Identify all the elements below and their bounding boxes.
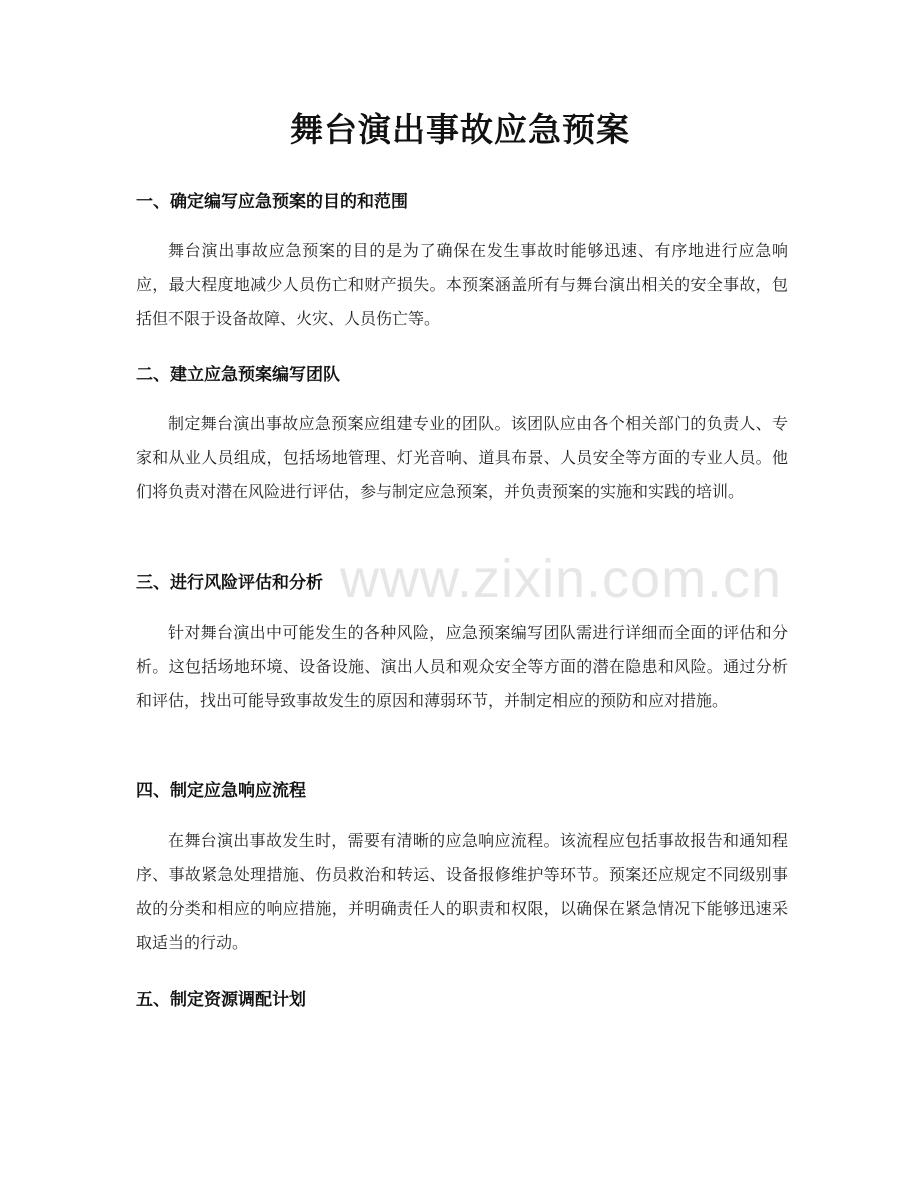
section-heading-3: 三、进行风险评估和分析 — [136, 573, 323, 593]
section-heading-4: 四、制定应急响应流程 — [136, 781, 306, 801]
section-heading-2: 二、建立应急预案编写团队 — [136, 365, 340, 385]
section-body-2: 制定舞台演出事故应急预案应组建专业的团队。该团队应由各个相关部门的负责人、专家和从业人员组成，包括场地管理、灯光音响、道具布景、人员安全等方面的专业人员。他们将负责对潜在风险进行评估，参与制定应急预案，并负责预案的实施和实践的培训。 — [136, 414, 788, 501]
section-body-4: 在舞台演出事故发生时，需要有清晰的应急响应流程。该流程应包括事故报告和通知程序、事故紧急处理措施、伤员救治和转运、设备报修维护等环节。预案还应规定不同级别事故的分类和相应的响应措施，并明确责任人的职责和权限，以确保在紧急情况下能够迅速采取适当的行动。 — [136, 831, 788, 952]
section-body-3: 针对舞台演出中可能发生的各种风险，应急预案编写团队需进行详细而全面的评估和分析。这包括场地环境、设备设施、演出人员和观众安全等方面的潜在隐患和风险。通过分析和评估，找出可能导致事故发生的原因和薄弱环节，并制定相应的预防和应对措施。 — [136, 623, 788, 710]
section-heading-5: 五、制定资源调配计划 — [136, 990, 306, 1010]
section-heading-1: 一、确定编写应急预案的目的和范围 — [136, 192, 408, 212]
watermark: www.zixin.com.cn — [340, 549, 783, 609]
section-body-1: 舞台演出事故应急预案的目的是为了确保在发生事故时能够迅速、有序地进行应急响应，最大程度地减少人员伤亡和财产损失。本预案涵盖所有与舞台演出相关的安全事故，包括但不限于设备故障、火灾、人员伤亡等。 — [136, 241, 788, 328]
document-title: 舞台演出事故应急预案 — [290, 110, 630, 149]
